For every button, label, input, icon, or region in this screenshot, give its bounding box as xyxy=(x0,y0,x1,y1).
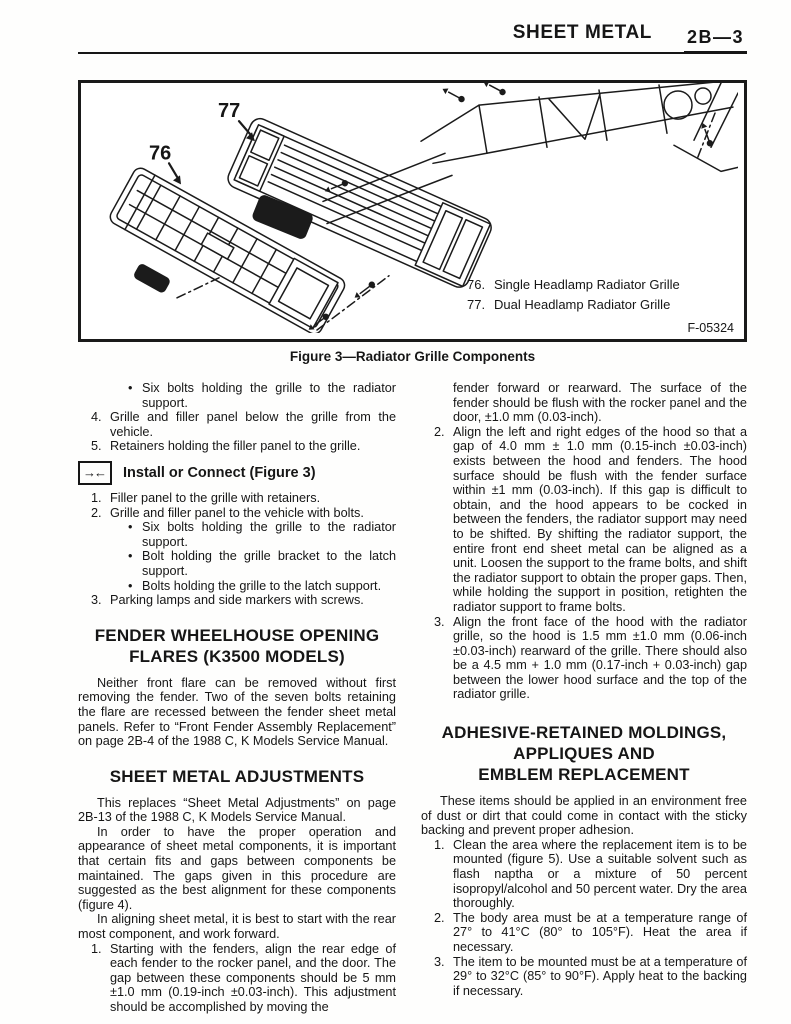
bullet-item xyxy=(78,579,396,594)
continuation-text: fender forward or rearward. The surface of the fender should be flush with the rocker panel and the door, ±1.0 mm (0.03-inch). xyxy=(453,381,747,425)
legend-number: 76. xyxy=(467,277,486,292)
list-text: Clean the area where the replacement item is to be mounted (figure 5). Use a suitable solvent such as flash naptha or a mixture of 50 percent isopropyl/alcohol and 50 percent water. Dry the area thoroughly. xyxy=(453,837,747,911)
section-heading-sheet-metal-adjustments: SHEET METAL ADJUSTMENTS xyxy=(109,766,365,786)
page-header xyxy=(78,22,747,49)
header-rule xyxy=(78,52,747,54)
page-title: SHEET METAL xyxy=(512,22,652,43)
list-item xyxy=(421,955,747,999)
install-connect-icon xyxy=(78,461,112,485)
bullet-item xyxy=(78,549,396,578)
list-text: Align the left and right edges of the hood so that a gap of 4.0 mm ± 1.0 mm (0.15-inch ±0.03-inch) exists between the hood and fenders. The hood surface should be flush with the fender surface within ±1 mm (0.03-inch). If this gap is difficult to obtain, and the hood appears to be cocked in between the fenders, the radiator support may need to be shifted. By shifting the radiator support, the entire front end sheet metal can be aligned as a unit. Loosen the support to the frame bolts, and shift the radiator support to obtain the proper gaps. Then, while holding the support in position, retighten the radiator support to frame bolts. xyxy=(453,424,747,614)
paragraph: This replaces “Sheet Metal Adjustments” on page 2B-13 of the 1988 C, K Models Service Manual. xyxy=(78,795,396,825)
list-item xyxy=(421,838,747,911)
bullet-icon: • xyxy=(128,549,133,564)
left-column xyxy=(78,381,396,1015)
callout-76-label: 76 xyxy=(149,142,172,165)
right-column xyxy=(421,381,747,998)
legend-label: Dual Headlamp Radiator Grille xyxy=(494,297,671,312)
list-text: Align the front face of the hood with the radiator grille, so the hood is 1.5 mm ±1.0 mm (0.06-inch ±0.03-inch) rearward of the grille. There should also be a 4.5 mm + 1.0 mm (0.17-inch + 0.03-inch) gap between the lower hood surface and the top of the radiator grille. xyxy=(453,614,747,702)
section-heading-fender-flares xyxy=(78,625,396,667)
list-text: Grille and filler panel below the grille from the vehicle. xyxy=(110,410,396,439)
list-text: The item to be mounted must be at a temperature of 29° to 32°C (85° to 90°F). Apply heat to the backing if necessary. xyxy=(453,954,747,998)
bullet-icon: • xyxy=(128,578,133,593)
list-number: 1. xyxy=(91,941,102,956)
callout-77-label: 77 xyxy=(218,100,241,123)
bullet-item xyxy=(78,381,396,410)
heading-line: ADHESIVE-RETAINED MOLDINGS, xyxy=(441,723,727,743)
heading-line: APPLIQUES AND xyxy=(513,744,655,764)
bullet-text: Bolt holding the grille bracket to the latch support. xyxy=(142,549,396,578)
list-item xyxy=(421,425,747,615)
figure-code: F-05324 xyxy=(687,321,734,335)
install-or-connect-heading xyxy=(78,461,396,485)
heading-line: FLARES (K3500 MODELS) xyxy=(129,646,345,666)
legend-label: Single Headlamp Radiator Grille xyxy=(494,277,680,292)
figure-box xyxy=(78,80,747,342)
legend-item xyxy=(467,295,680,315)
paragraph: In order to have the proper operation and appearance of sheet metal components, it is important that certain fits and gaps between components be maintained. The gaps given in this procedure are suggested as the best alignment for these components (figure 4). xyxy=(78,824,396,912)
list-text: Retainers holding the filler panel to the grille. xyxy=(110,439,361,454)
list-item xyxy=(78,491,396,506)
heading-line: FENDER WHEELHOUSE OPENING xyxy=(94,625,380,645)
list-number: 3. xyxy=(434,614,445,629)
figure-caption: Figure 3—Radiator Grille Components xyxy=(289,349,536,364)
list-number: 1. xyxy=(91,490,102,505)
bullet-item xyxy=(78,520,396,549)
list-item xyxy=(78,410,396,439)
parking-lamp-drawing xyxy=(133,263,170,293)
list-item xyxy=(421,615,747,703)
heading-line: EMBLEM REPLACEMENT xyxy=(478,765,690,785)
list-text: The body area must be at a temperature range of 27° to 41°C (80° to 105°F). Heat the area if necessary. xyxy=(453,910,747,954)
bullet-text: Bolts holding the grille to the latch support. xyxy=(142,578,382,593)
list-number: 5. xyxy=(91,439,102,454)
list-number: 2. xyxy=(434,424,445,439)
list-text: Parking lamps and side markers with screws. xyxy=(110,593,364,608)
list-item xyxy=(78,942,396,1015)
list-text: Filler panel to the grille with retainers. xyxy=(110,490,321,505)
paragraph: These items should be applied in an environment free of dust or dirt that could come in contact with the sticky backing and prevent proper adhesion. xyxy=(421,794,747,838)
page-number: 2B—3 xyxy=(684,27,747,54)
list-number: 2. xyxy=(91,505,102,520)
install-connect-arrows: →← xyxy=(83,465,105,481)
paragraph: Neither front flare can be removed without first removing the fender. Two of the seven bolts retaining the flare are recessed between the fender sheet metal panels. Refer to “Front Fender Assembly Replacement” on page 2B-4 of the 1988 C, K Models Service Manual. xyxy=(78,675,396,749)
list-text: Grille and filler panel to the vehicle with bolts. xyxy=(110,505,364,520)
figure-legend xyxy=(467,275,680,315)
legend-number: 77. xyxy=(467,297,486,312)
list-number: 2. xyxy=(434,910,445,925)
list-number: 1. xyxy=(434,837,445,852)
list-number: 4. xyxy=(91,410,102,425)
install-heading-text: Install or Connect (Figure 3) xyxy=(123,464,316,481)
list-item xyxy=(78,506,396,521)
bullet-icon: • xyxy=(128,520,133,535)
list-text: Starting with the fenders, align the rear edge of each fender to the rocker panel, and the door. The gap between these components should be 5 mm ±1.0 mm (0.19-inch ±0.03-inch). This adjustment should be accomplished by moving the xyxy=(110,941,396,1014)
list-item xyxy=(78,593,396,608)
list-item xyxy=(421,911,747,955)
bullet-text: Six bolts holding the grille to the radiator support. xyxy=(142,381,396,410)
front-end-structure-drawing xyxy=(421,83,738,171)
bullet-icon: • xyxy=(128,381,133,395)
list-number: 3. xyxy=(434,954,445,969)
legend-item xyxy=(467,275,680,295)
list-number: 3. xyxy=(91,593,102,608)
list-item xyxy=(78,439,396,454)
bullet-text: Six bolts holding the grille to the radiator support. xyxy=(142,520,396,549)
paragraph: In aligning sheet metal, it is best to start with the rear most component, and work forward. xyxy=(78,912,396,942)
section-heading-moldings xyxy=(421,722,747,785)
